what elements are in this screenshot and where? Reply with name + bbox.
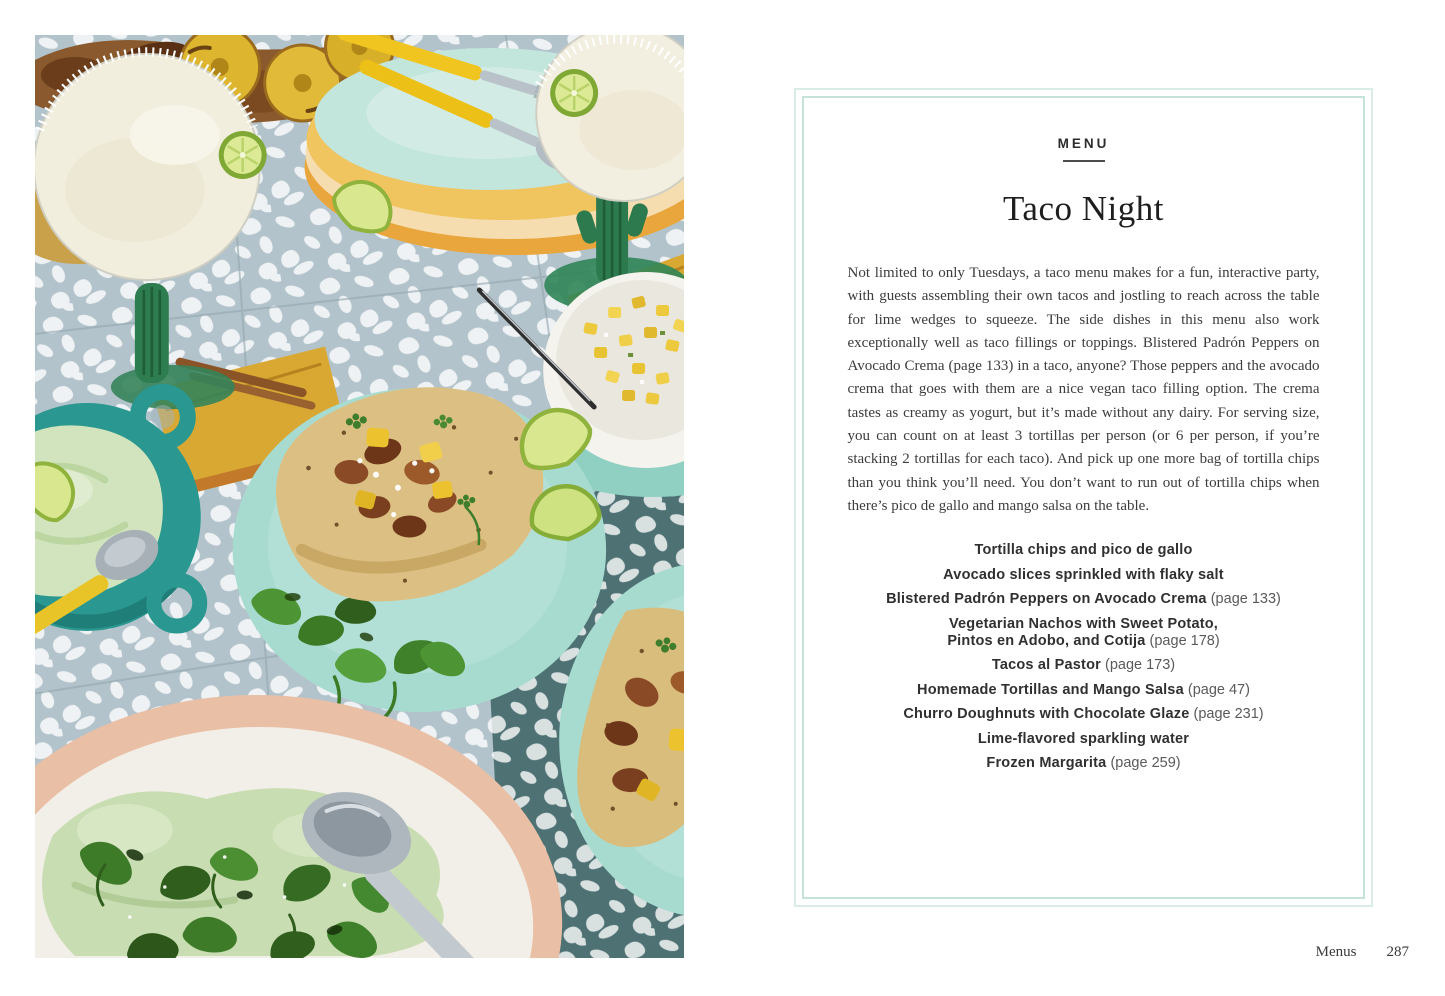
- menu-item-name: Avocado slices sprinkled with flaky salt: [943, 566, 1224, 583]
- kicker-rule: [1063, 160, 1105, 162]
- menu-item-name: Churro Doughnuts with Chocolate Glaze: [903, 706, 1190, 723]
- menu-item-name: Frozen Margarita: [986, 755, 1107, 772]
- page-footer: [1316, 944, 1409, 961]
- menu-item: [796, 657, 1371, 674]
- food-photo-illustration: [35, 35, 684, 958]
- menu-item: [796, 682, 1371, 699]
- lime-wheel: [550, 69, 598, 117]
- menu-item-name: Vegetarian Nachos with Sweet Potato,: [948, 615, 1219, 632]
- menu-item-page-ref: (page 259): [1106, 755, 1181, 772]
- menu-item-page-ref: (page 173): [1100, 657, 1176, 674]
- menu-item-name: Blistered Padrón Peppers on Avocado Crema: [886, 591, 1207, 608]
- page-title: Taco Night: [1003, 189, 1164, 228]
- lime-wheel: [219, 131, 267, 179]
- menu-item-page-ref: (page 47): [1183, 681, 1250, 698]
- menu-item-name: Homemade Tortillas and Mango Salsa: [917, 681, 1184, 698]
- menu-page: [794, 88, 1373, 907]
- menu-item: [796, 616, 1371, 650]
- menu-item: [796, 591, 1371, 608]
- footer-page-number: 287: [1386, 944, 1409, 960]
- kicker: MENU: [1057, 136, 1110, 151]
- menu-item-name: Tortilla chips and pico de gallo: [974, 542, 1193, 559]
- intro-paragraph: Not limited to only Tuesdays, a taco menu makes for a fun, interactive party, with guests assembling their own tacos and jostling to reach across the table for lime wedges to squeeze. The side dishes in this menu also work exceptionally well as taco fillings or toppings. Blistered Padrón Peppers on Avocado Crema (page 133) in a taco, anyone? Those peppers and the avocado crema that goes with them are a nice vegan taco filling option. The crema tastes as creamy as yogurt, but it’s made without any dairy. For serving size, you can count on at least 3 tortillas per person (or 6 per person, if you’re stacking 2 tortillas for each taco). And pick up one more bag of tortilla chips than you think you’ll need. You don’t want to run out of tortilla chips when there’s pico de gallo and mango salsa on the table.: [847, 265, 1320, 514]
- menu-item: [796, 755, 1371, 772]
- menu-item-name: Lime-flavored sparkling water: [977, 730, 1190, 747]
- menu-item-name: Pintos en Adobo, and Cotija: [947, 632, 1146, 649]
- menu-item: [796, 542, 1371, 559]
- menu-item: [796, 567, 1371, 584]
- menu-item-page-ref: (page 231): [1189, 706, 1264, 723]
- menu-item-page-ref: (page 133): [1206, 591, 1281, 608]
- cactus-stem: [135, 283, 169, 383]
- footer-section-label: Menus: [1315, 944, 1357, 960]
- menu-list: [796, 542, 1371, 772]
- food-photo: [35, 35, 684, 958]
- menu-item-name: Tacos al Pastor: [991, 657, 1101, 674]
- menu-item-page-ref: (page 178): [1145, 632, 1220, 649]
- menu-item: [796, 706, 1371, 723]
- menu-item: [796, 731, 1371, 748]
